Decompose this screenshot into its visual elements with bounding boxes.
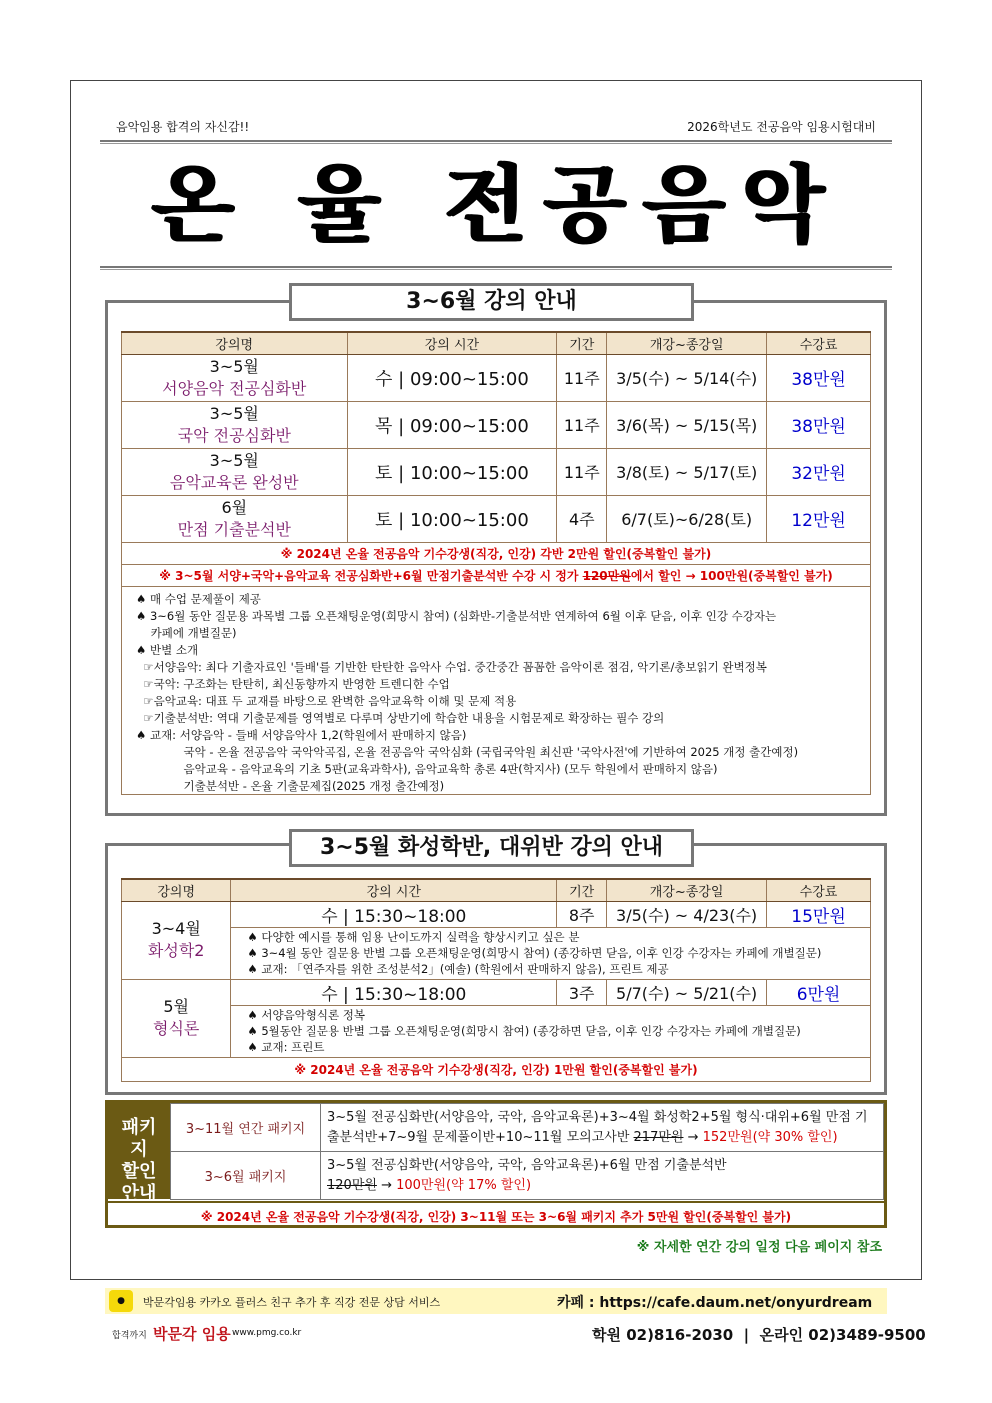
exam-year: 2026학년도 전공음악 임용시험대비 <box>687 120 876 134</box>
course-month: 6월 <box>221 497 248 517</box>
detail-line: 국악 - 온율 전공음악 국악악곡집, 온율 전공음악 국악심화 (국립국악원 최신판 '국악사전'에 기반하여 2025 개정 출간예정) <box>136 744 799 759</box>
course-fee: 6만원 <box>767 979 871 1005</box>
course-time: 토 | 10:00~15:00 <box>347 448 557 495</box>
course-month: 5월 <box>163 997 190 1016</box>
course-weeks: 4주 <box>557 495 607 542</box>
table-row <box>122 401 871 448</box>
page-title: 온 율 전공음악 <box>151 156 841 254</box>
course-month: 3~4월 <box>151 919 201 938</box>
note-line: ♠ 서양음악형식론 정복 <box>247 1008 365 1022</box>
detail-line: ☞서양음악: 최다 기출자료인 '들배'를 기반한 탄탄한 음악사 수업. 중간중간 꼼꼼한 음악이론 점검, 악기론/총보읽기 완벽정복 <box>136 659 767 674</box>
course-time: 수 | 15:30~18:00 <box>231 979 557 1005</box>
bundle-new-price: 에서 할인 → 100만원(중복할인 불가) <box>630 568 833 583</box>
course-fee: 12만원 <box>767 495 871 542</box>
course-dates: 3/8(토) ~ 5/17(토) <box>607 448 767 495</box>
cafe-link[interactable]: 카페 : https://cafe.daum.net/onyurdream <box>557 1295 873 1311</box>
package-arrow: → <box>376 1177 397 1193</box>
course-time: 토 | 10:00~15:00 <box>347 495 557 542</box>
package-old-price: 120만원 <box>327 1177 377 1193</box>
package-row <box>171 1104 884 1152</box>
course-fee: 15만원 <box>767 901 871 927</box>
table-row <box>122 979 871 1005</box>
course-dates: 3/5(수) ~ 4/23(수) <box>607 901 767 927</box>
slogan: 음악임용 합격의 자신감!! <box>116 120 250 134</box>
course-weeks: 8주 <box>557 901 607 927</box>
package-name: 3~6월 패키지 <box>171 1152 321 1200</box>
detail-line: ♠ 3~6월 동안 질문용 과목별 그룹 오픈채팅운영(희망시 참여) (심화반-기출분석반 연계하여 6월 이후 닫음, 이후 인강 수강자는 <box>136 608 777 623</box>
note-line: ♠ 교재: 프린트 <box>247 1040 325 1054</box>
package-price: 100만원(약 17% 할인) <box>396 1177 532 1193</box>
package-label <box>108 1103 170 1204</box>
col-fee: 수강료 <box>767 879 871 901</box>
top-rule <box>100 140 892 144</box>
package-desc-text: 3~5월 전공심화반(서양음악, 국악, 음악교육론)+3~4월 화성학2+5월 형식·대위+6월 만점 기출분석반+7~9월 문제풀이반+10~11월 모의고사반 <box>327 1109 868 1145</box>
bundle-note <box>122 564 870 584</box>
course-weeks: 11주 <box>557 354 607 401</box>
brand-site[interactable]: www.pmg.co.kr <box>232 1328 302 1338</box>
package-old-price: 217만원 <box>633 1129 684 1145</box>
course-month: 3~5월 <box>209 356 259 376</box>
section-heading: 3~6월 강의 안내 <box>289 283 694 321</box>
course-notes <box>231 1005 871 1057</box>
note-line: ♠ 3~4월 동안 질문용 반별 그룹 오픈채팅운영(희망시 참여) (종강하면 닫음, 이후 인강 수강자는 카페에 개별질문) <box>247 946 822 960</box>
spring-schedule-table <box>121 331 871 795</box>
course-weeks: 11주 <box>557 448 607 495</box>
brand-slogan: 합격까지 <box>112 1331 147 1341</box>
table-row <box>122 901 871 927</box>
course-dates: 3/5(수) ~ 5/14(수) <box>607 354 767 401</box>
col-course: 강의명 <box>122 332 348 354</box>
detail-line: ♠ 반별 소개 <box>136 642 199 657</box>
course-dates: 5/7(수) ~ 5/21(수) <box>607 979 767 1005</box>
harmony-schedule-table <box>121 878 871 1082</box>
package-desc-text: 3~5월 전공심화반(서양음악, 국악, 음악교육론)+6월 만점 기출분석반 <box>327 1157 727 1173</box>
top-row <box>100 118 892 135</box>
note-line: ♠ 5월동안 질문용 반별 그룹 오픈채팅운영(희망시 참여) (종강하면 닫음, 이후 인강 수강자는 카페에 개별질문) <box>247 1024 801 1038</box>
course-name: 화성학2 <box>147 941 205 960</box>
package-row <box>171 1152 884 1200</box>
col-time: 강의 시간 <box>231 879 557 901</box>
col-dates: 개강~종강일 <box>607 879 767 901</box>
kakao-icon: ● <box>109 1290 133 1312</box>
course-name: 만점 기출분석반 <box>177 519 291 539</box>
note-line: ♠ 다양한 예시를 통해 임용 난이도까지 실력을 향상시키고 싶은 분 <box>247 930 580 944</box>
course-name: 서양음악 전공심화반 <box>162 378 307 398</box>
course-fee: 38만원 <box>767 354 871 401</box>
course-dates: 6/7(토)~6/28(토) <box>607 495 767 542</box>
detail-line: ☞국악: 구조화는 탄탄히, 최신동향까지 반영한 트렌디한 수업 <box>136 676 450 691</box>
course-month: 3~5월 <box>209 403 259 423</box>
package-box <box>105 1100 887 1228</box>
course-details <box>121 587 871 795</box>
course-notes <box>231 927 871 979</box>
col-dates: 개강~종강일 <box>607 332 767 354</box>
bundle-old-price: 120만원 <box>582 568 631 583</box>
table-row <box>122 448 871 495</box>
course-name: 음악교육론 완성반 <box>169 472 299 492</box>
package-discount-note: ※ 2024년 온율 전공음악 기수강생(직강, 인강) 3~11월 또는 3~6월 패키지 추가 5만원 할인(중복할인 불가) <box>108 1201 884 1225</box>
package-desc <box>321 1152 884 1200</box>
package-label-text: 패키지 할인 안내 <box>121 1117 157 1204</box>
course-time: 목 | 09:00~15:00 <box>347 401 557 448</box>
col-time: 강의 시간 <box>347 332 557 354</box>
note-line: ♠ 교재: 「연주자를 위한 조성분석2」(예솔) (학원에서 판매하지 않음), 프린트 제공 <box>247 962 669 976</box>
package-desc <box>321 1104 884 1152</box>
section-harmony-lectures <box>105 843 887 1095</box>
course-name: 국악 전공심화반 <box>177 425 291 445</box>
table-row <box>122 495 871 542</box>
title-rule <box>100 266 892 270</box>
course-time: 수 | 09:00~15:00 <box>347 354 557 401</box>
package-price: 152만원(약 30% 할인) <box>702 1129 838 1145</box>
detail-line: ♠ 교재: 서양음악 - 들배 서양음악사 1,2(학원에서 판매하지 않음) <box>136 727 467 742</box>
kakao-text: 박문각임용 카카오 플러스 친구 추가 후 직강 전문 상담 서비스 <box>143 1296 441 1309</box>
package-arrow: → <box>683 1129 703 1145</box>
detail-line: ☞음악교육: 대표 두 교재를 바탕으로 완벽한 음악교육학 이해 및 문제 적용 <box>136 693 517 708</box>
course-fee: 32만원 <box>767 448 871 495</box>
course-weeks: 3주 <box>557 979 607 1005</box>
bundle-note-text: ※ 3~5월 서양+국악+음악교육 전공심화반+6월 만점기출분석반 수강 시 정가 <box>159 568 583 583</box>
detail-line: 카페에 개별질문) <box>136 625 237 640</box>
harmony-discount-note: ※ 2024년 온율 전공음악 기수강생(직강, 인강) 1만원 할인(중복할인 불가) <box>121 1058 871 1082</box>
detail-line: ☞기출분석반: 역대 기출문제를 영역별로 다루며 상반기에 학습한 내용을 시험문제로 확장하는 필수 강의 <box>136 710 665 725</box>
course-name: 형식론 <box>153 1019 200 1038</box>
schedule-reference: ※ 자세한 연간 강의 일정 다음 페이지 참조 <box>636 1240 882 1255</box>
section-spring-lectures <box>105 300 887 816</box>
course-time: 수 | 15:30~18:00 <box>231 901 557 927</box>
detail-line: 기출분석반 - 온율 기출문제집(2025 개정 출간예정) <box>136 778 445 793</box>
detail-line: ♠ 매 수업 문제풀이 제공 <box>136 591 261 606</box>
col-fee: 수강료 <box>767 332 871 354</box>
brand-logo: 박문각 임용 <box>153 1325 231 1343</box>
package-name: 3~11월 연간 패키지 <box>171 1104 321 1152</box>
kakao-bar <box>105 1288 887 1314</box>
course-fee: 38만원 <box>767 401 871 448</box>
table-row <box>122 354 871 401</box>
course-weeks: 11주 <box>557 401 607 448</box>
section-heading: 3~5월 화성학반, 대위반 강의 안내 <box>289 829 694 867</box>
col-weeks: 기간 <box>557 879 607 901</box>
course-dates: 3/6(목) ~ 5/15(목) <box>607 401 767 448</box>
discount-note: ※ 2024년 온율 전공음악 기수강생(직강, 인강) 각반 2만원 할인(중복할인 불가) <box>280 546 712 561</box>
contact-numbers: 학원 02)816-2030 | 온라인 02)3489-9500 <box>592 1326 926 1344</box>
col-course: 강의명 <box>122 879 231 901</box>
col-weeks: 기간 <box>557 332 607 354</box>
course-month: 3~5월 <box>209 450 259 470</box>
detail-line: 음악교육 - 음악교육의 기초 5판(교육과학사), 음악교육학 총론 4판(학지사) (모두 학원에서 판매하지 않음) <box>136 761 718 776</box>
